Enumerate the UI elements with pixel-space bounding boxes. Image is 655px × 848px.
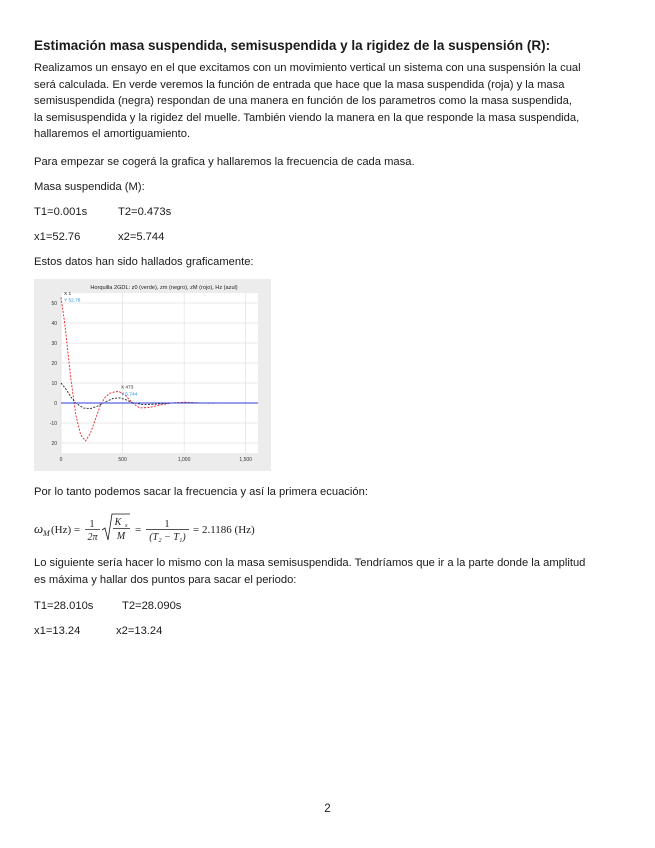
formula-frac2-num: 1	[164, 519, 170, 530]
intro-line: Realizamos un ensayo en el que excitamos con un movimiento vertical un sistema con una suspensión la cual	[34, 62, 581, 74]
amplitude-row-semi	[34, 623, 162, 640]
datatip-label: X 1	[64, 292, 72, 297]
siguiente-line: Lo siguiente sería hacer lo mismo con la masa semisuspendida. Tendríamos que ir a la parte donde la amplitud	[34, 557, 586, 569]
intro-line: será calculada. En verde veremos la función de entrada que hace que la masa suspendida (roja) y la masa	[34, 78, 565, 91]
response-chart	[34, 279, 271, 471]
datatip-label: Y 52.76	[64, 298, 81, 304]
formula-sqrt-num: K	[114, 517, 122, 528]
formula-frac2-den: (T₂ − T₁)	[149, 532, 186, 543]
x-tick-label: 1,000	[177, 457, 191, 463]
formula-unit: (Hz) =	[51, 524, 81, 536]
t2-value: T2=28.090s	[122, 600, 182, 612]
y-tick-label: 20	[51, 361, 57, 367]
y-tick-label: 20	[51, 441, 57, 447]
intro-line: hallaremos el amortiguamiento.	[34, 128, 191, 141]
formula-frac1-num: 1	[89, 519, 95, 530]
plot-area	[61, 293, 258, 453]
por-lo-tanto-text: Por lo tanto podemos sacar la frecuencia y así la primera ecuación:	[34, 486, 368, 498]
formula-sqrt-num-sub: s	[125, 522, 128, 529]
masa-suspendida-label: Masa suspendida (M):	[34, 181, 145, 193]
formula-eq: =	[135, 524, 142, 536]
x2-value: x2=13.24	[116, 625, 163, 637]
datatip-label: Y 5.744	[120, 392, 138, 398]
section-title: Estimación masa suspendida, semisuspendida y la rigidez de la suspensión (R):	[34, 38, 551, 53]
amplitude-row-m	[34, 229, 164, 246]
datatip-label: X 473	[120, 385, 134, 391]
formula-omega: ω	[34, 521, 44, 536]
y-tick-label: 50	[51, 301, 57, 307]
period-row-m	[34, 204, 171, 221]
x2-value: x2=5.744	[118, 231, 165, 243]
x1-value: x1=13.24	[34, 625, 81, 637]
siguiente-line: es máxima y hallar dos puntos para sacar el periodo:	[34, 573, 297, 586]
intro-paragraph	[34, 60, 619, 143]
x-tick-label: 1,500	[239, 457, 252, 463]
formula-sqrt-den: M	[116, 531, 126, 542]
y-tick-label: 0	[54, 401, 57, 407]
intro-line: semisuspendida (negra) respondan de una manera en función de los parametros como la masa suspendida,	[34, 95, 572, 108]
response-chart-figure	[34, 279, 271, 471]
formula-result: = 2.1186 (Hz)	[193, 524, 255, 536]
x-tick-label: 500	[118, 457, 127, 463]
datos-text: Estos datos han sido hallados graficamente:	[34, 256, 254, 268]
x-tick-label: 0	[59, 457, 63, 463]
y-tick-label: -10	[49, 421, 57, 427]
formula-sub-m: M	[43, 529, 50, 538]
t2-value: T2=0.473s	[118, 206, 172, 218]
para-start: Para empezar se cogerá la grafica y hallaremos la frecuencia de cada masa.	[34, 156, 415, 168]
period-row-semi	[34, 598, 181, 615]
intro-line: la semisuspendida y la rigidez del muelle. También viendo la manera en la que responde la masa suspendida,	[34, 111, 580, 124]
formula-frac1-den: 2π	[87, 532, 98, 543]
page-number: 2	[324, 803, 331, 815]
x1-value: x1=52.76	[34, 231, 81, 243]
siguiente-paragraph	[34, 555, 619, 588]
frequency-formula	[34, 512, 274, 546]
t1-value: T1=28.010s	[34, 600, 94, 612]
y-tick-label: 30	[51, 341, 57, 347]
chart-title: Horquilla 2GDL: z0 (verde), zm (negro), zM (rojo), Hz (azul)	[90, 285, 238, 291]
y-tick-label: 40	[51, 321, 57, 327]
t1-value: T1=0.001s	[34, 206, 88, 218]
y-tick-label: 10	[51, 381, 57, 387]
